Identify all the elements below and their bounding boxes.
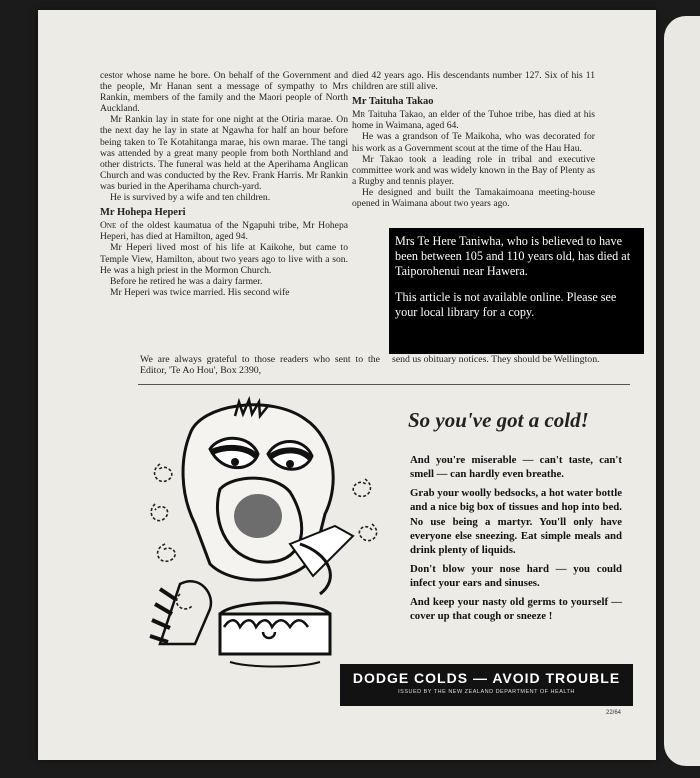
paragraph-text: of the oldest kaumatua of the Ngapuhi tribe, Mr Hohepa Heperi, has died at Hamilton, aged 94. [100,220,348,243]
obituary-column-right [352,70,595,209]
paragraph: He was a grandson of Te Maikoha, who was decorated for his work as a Government scout at the time of the Hau Hau. [352,131,595,154]
ad-headline: So you've got a cold! [408,408,589,432]
notice-text: Mrs Te Here Taniwha, who is believed to have been between 105 and 110 years old, has died at Taiporohenui near Hawera. [395,234,631,279]
ad-reference-number: 22/64 [606,710,622,716]
ad-paragraph: And you're miserable — can't taste, can't smell — can hardly even breathe. [410,454,622,481]
paragraph: He is survived by a wife and ten children. [110,192,271,204]
paragraph: Mr Takao took a leading role in tribal and executive committee work and was widely known in the Bay of Plenty as a Rugby and tennis player. [352,153,595,187]
paragraph: Mr Rankin lay in state for one night at the Otiria marae. On the next day he lay in state at Ngawha for half an hour before being taken to Te Kotahitanga marae, his own marae. The tangi was attended by a great many people from both Northland and other districts. The funeral was held at the Aperihama Anglican Church and was conducted by the Rev. Frank Harris. Mr Rankin was buried in the Aperihama church-yard. [100,114,348,192]
editor-note-right: send us obituary notices. They should be Wellington. [392,354,600,365]
health-dept-banner [340,664,633,706]
paragraph: cestor whose name he bore. On behalf of the Government and the people, Mr Hanan sent a message of sympathy to Mrs Rankin, members of the family and the Maori people of North Auckland. [100,70,348,115]
notice-text: This article is not available online. Please see your local library for a copy. [395,289,617,319]
lead-word: Mr [352,109,366,121]
adjacent-page-edge [664,16,700,766]
obituary-column-left [100,70,348,298]
lead-word: One [100,220,117,232]
obituary-heading: Mr Hohepa Heperi [100,207,186,219]
paragraph: He designed and built the Tamakaimoana meeting-house opened in Waimana about two years ago. [352,186,595,210]
banner-issuer: ISSUED BY THE NEW ZEALAND DEPARTMENT OF HEALTH [398,689,575,695]
paragraph: died 42 years ago. His descendants number 127. Six of his 11 children are still alive. [352,70,595,93]
ad-paragraph: Grab your woolly bedsocks, a hot water bottle and a nice big box of tissues and hop into bed. No use being a martyr. You'll only have everyone else sneezing. Eat simple meals and drink plenty of liquids. [410,486,622,557]
obituary-heading: Mr Taituha Takao [352,96,434,108]
paragraph: Before he retired he was a dairy farmer. [110,275,263,287]
unavailable-article-notice [389,228,644,354]
paragraph: Mr Heperi lived most of his life at Kaikohe, but came to Temple View, Hamilton, about two years ago to live with a son. He was a high priest in the Mormon Church. [100,242,348,276]
sick-cartoon-figure-illustration [140,394,390,674]
paragraph [100,220,348,242]
ad-body-text [410,453,622,627]
divider-rule [138,384,630,385]
banner-slogan: DODGE COLDS — AVOID TROUBLE [352,670,621,686]
ad-paragraph: Don't blow your nose hard — you could infect your ears and sinuses. [410,562,622,590]
paragraph [352,109,595,131]
editor-note-left: We are always grateful to those readers who sent to the Editor, 'Te Ao Hou', Box 2390, [140,354,380,377]
paragraph-text: Taituha Takao, an elder of the Tuhoe tribe, has died at his home in Waimana, aged 64. [352,109,595,132]
paragraph: Mr Heperi was twice married. His second wife [110,286,290,298]
ad-paragraph: And keep your nasty old germs to yourself — cover up that cough or sneeze ! [410,595,622,623]
